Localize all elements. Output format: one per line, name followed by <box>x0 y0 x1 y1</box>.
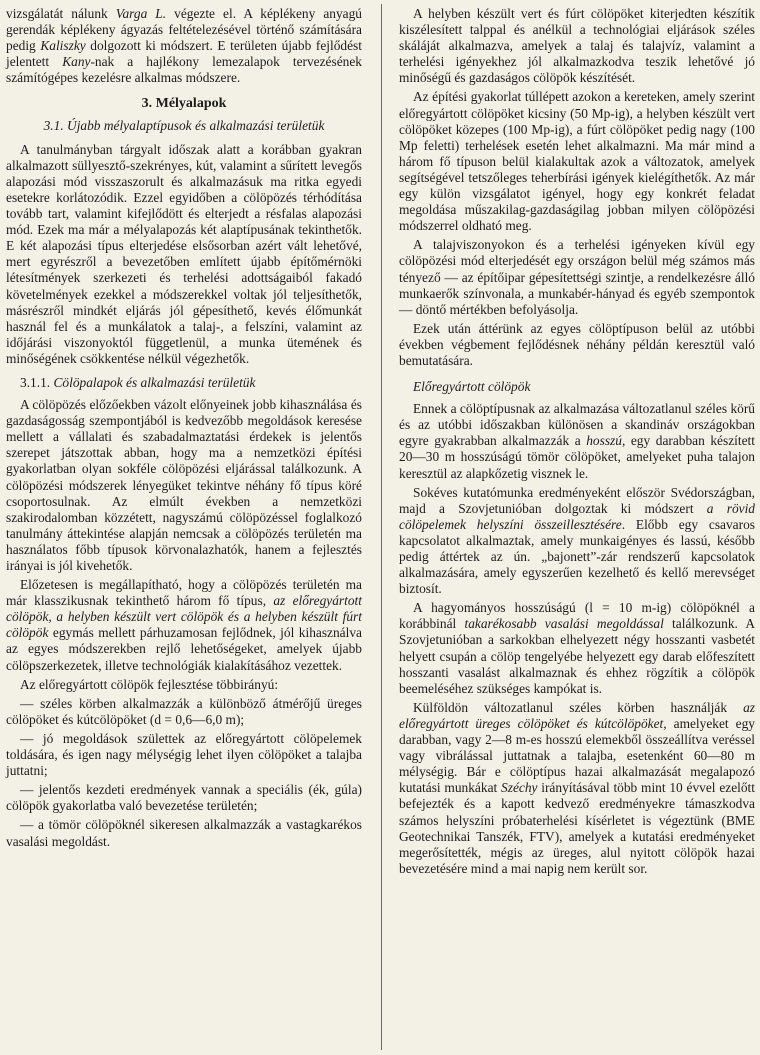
paragraph: Ezek után áttérünk az egyes cölöptípuson belül az utóbbi években végbement fejlődésnek néhány példán keresztül való bemutatására. <box>399 320 755 368</box>
list-item: — jelentős kezdeti eredmények vannak a speciális (ék, gúla) cölöpök gyakorlatba való bevezetése területén; <box>6 782 362 814</box>
left-column <box>6 6 362 853</box>
subsection-heading: 3.1. Újabb mélyalaptípusok és alkalmazási területük <box>43 117 325 133</box>
run-in-heading: Előregyártott cölöpök <box>413 379 531 395</box>
paragraph: Sokéves kutatómunka eredményeként először Svédországban, majd a Szovjetunióban dolgoztak ki módszert a rövid cölöpelemek helyszíni összeillesztésére. Előbb egy csavaros kapcsolatot alkalmaztak, amely munkaigényes és lassú, később pedig áttértek az ún. „bajonett”-zár rendszerű kapcsolatok alkalmazására, amely egyszerűen kezelhető és kellő merevséget biztosít. <box>399 484 756 597</box>
paragraph: A talajviszonyokon és a terhelési igényeken kívül egy cölöpözési mód elterjedését egy országon belül még számos más tényező — az építőipar gépesítettségi szintje, a rendelkezésre álló munkaerők színvonala, a munkabér-hányad és egyéb szempontok — döntő mértékben befolyásolja. <box>399 237 755 317</box>
emphasis: takarékosabb vasalási megoldással <box>464 616 664 632</box>
emphasis: az előregyártott üreges cölöpöket és kútcölöpöket <box>399 699 755 731</box>
emphasis: a rövid cölöpelemek helyszíni összeillesztésére <box>399 500 756 532</box>
paragraph: Külföldön változatlanul széles körben használják az előregyártott üreges cölöpöket és kútcölöpöket, amelyeket egy darabban, vagy 2—8 m-es hosszú elemekből összeállítva veréssel vagy vibrálással juttatnak a talajba, esetenként 60—80 m mélységig. Bár e cölöptípus hazai alkalmazását megalapozó kutatási munkákat Széchy irányításával több mint 10 évvel ezelőtt befejezték és a kapott kedvező eredményekre támaszkodva számos helyszíni próbaterhelési kísérletet is végeztünk (BME Geotechnikai Tanszék, FTV), amelyek a kutatási eredményeket megerősítették, mégis az üreges, alul nyitott cölöpök hazai bevezetésére mind a mai napig nem került sor. <box>399 699 756 876</box>
paragraph-continuation: vizsgálatát nálunk Varga L. végezte el. A képlékeny anyagú gerendák képlékeny ágyazás feltételezésével történő számítására pedig Kaliszky dolgozott ki módszert. E területen újabb fejlődést jelentett Kany-nak a hajlékony lemezalapok tervezésének számítógépes kezelésre alkalmas módszere. <box>6 6 363 86</box>
author-name: Széchy <box>501 780 538 796</box>
author-name: Varga L. <box>115 6 167 21</box>
right-column <box>399 6 755 880</box>
paragraph: Az előregyártott cölöpök fejlesztése többirányú: <box>20 676 279 692</box>
list-item: — széles körben alkalmazzák a különböző átmérőjű üreges cölöpöket és kútcölöpöket (d = 0,6—6,0 m); <box>6 695 362 727</box>
list-item: — a tömör cölöpöknél sikeresen alkalmazzák a vastagkarékos vasalási megoldást. <box>6 817 362 849</box>
paragraph: Az építési gyakorlat túllépett azokon a kereteken, amely szerint előregyártott cölöpöket kicsiny (50 Mp-ig), a helyben készült vert cölöpöket közepes (100 Mp-ig), a fúrt cölöpöket pedig nagy (100 Mp feletti) terhelések esetén lehet alkalmazni. Ma már mind a három fő típuson belül kialakultak azok a változatok, amelyek segítségével tetszőleges teherbírási igények kielégíthetők. Az már egy külön vizsgálatot igényel, hogy egy konkrét feladat megoldása műszakilag-gazdaságilag jobban milyen cölöpözési módszerrel oldható meg. <box>399 89 755 234</box>
section-heading: 3. Mélyalapok <box>141 96 227 112</box>
subsubsection-heading <box>20 375 362 391</box>
emphasis: hosszú <box>586 433 622 449</box>
column-divider <box>381 4 382 1050</box>
list-item: — jó megoldások születtek az előregyártott cölöpelemek toldására, és igen nagy mélységig lehet ilyen cölöpöket a talajba juttatni; <box>6 730 362 779</box>
paragraph: A helyben készült vert és fúrt cölöpöket kiterjedten készítik kiszélesített talppal és anélkül a technológiai eljárások széles skáláját alkalmazva, amelyek a talaj és talajvíz, valamint a terhelési igényekhez jól alkalmazkodva teszik lehetővé jó minőségű és gazdaságos cölöpök készítését. <box>399 6 755 86</box>
paragraph: Ennek a cölöptípusnak az alkalmazása változatlanul széles körű és az utóbbi időszakban különösen a skandináv országokban egyre gyakrabban alkalmazzák a hosszú, egy darabban készített 20—30 m hosszúságú tömör cölöpöket, amelyeket puha talajon keresztül az alapkőzetig visznek le. <box>399 401 755 481</box>
paragraph: A tanulmányban tárgyalt időszak alatt a korábban gyakran alkalmazott süllyesztő-szekrényes, kút, valamint a sűrített levegős alapozási mód visszaszorult és alkalmazásuk ma ritka egyedi esetekre korlátozódik. Ezzel egyidőben a cölöpözés térhódítása tovább tart, valamint kifejlődött és elterjedt a résfalas alapozási mód. Ezek ma már a mélyalapozás két alaptípusának tekinthetők. E két alapozási típus elterjedése elsősorban azért vált lehetővé, mert egyrészről a bevezetőben említett újabb építőmérnöki létesítmények szerkezeti és terhelési adottságaiból fakadó követelmények ezekkel a módszerekkel voltak jól teljesíthetők, másrészről mindkét eljárás jól gépesíthető, kevés élőmunkát használ fel és a munkálatok a talaj-, a felszíni, valamint az időjárási viszonyoktól függetlenül, a munka ütemének és minőségének csökkentése nélkül végezhetők. <box>6 141 362 366</box>
paragraph: A cölöpözés előzőekben vázolt előnyeinek jobb kihasználása és gazdaságosság szempontjából is kedvezőbb megoldások keresése mellett a vállalati és szabadalmaztatási érdekek is jelentős szerepet játszottak abban, hogy ma a nemzetközi építési gyakorlatban olyan sokféle cölöpözési eljárással találkozunk. A cölöpözési módszerek lényegüket tekintve néhány fő típus köré csoportosulnak. Az elmúlt években a nemzetközi szakirodalomban közzétett, nagyszámú cölöpözéssel foglalkozó tanulmány áttekintése alapján nemcsak a cölöpözés területén ma használatos főbb típusok körvonalazhatók, hanem a fejlesztés irányai is jól kivehetők. <box>6 397 362 573</box>
subsubsection-number: 3.1.1. <box>20 374 54 390</box>
paragraph: A hagyományos hosszúságú (l = 10 m-ig) cölöpöknél a korábbinál takarékosabb vasalási megoldással találkozunk. A Szovjetunióban a sarkokban elhelyezett négy hosszanti vasbetét helyett csupán a cölöp tengelyébe helyezett egy darab előfeszített hosszanti vasalást alkalmaznak és ehhez rögzítik a cölöpök beemeléséhez szükséges kampókat is. <box>399 600 755 696</box>
paragraph: Előzetesen is megállapítható, hogy a cölöpözés területén ma már klasszikusnak tekinthető három fő típus, az előregyártott cölöpök, a helyben készült vert cölöpök és a helyben készült fúrt cölöpök egymás mellett párhuzamosan fejlődnek, jól kihasználva az egyes módszerekben rejlő lehetőségeket, amelyek újabb cölöpszerkezetek, illetve technológiák kialakításához vezettek. <box>6 577 362 673</box>
emphasis: az előregyártott cölöpök, a helyben készült vert cölöpök és a helyben készült fúrt cölöpök <box>6 593 362 641</box>
author-name: Kaliszky <box>40 38 86 54</box>
author-name: Kany <box>62 54 91 70</box>
subsubsection-title: Cölöpalapok és alkalmazási területük <box>53 374 256 390</box>
